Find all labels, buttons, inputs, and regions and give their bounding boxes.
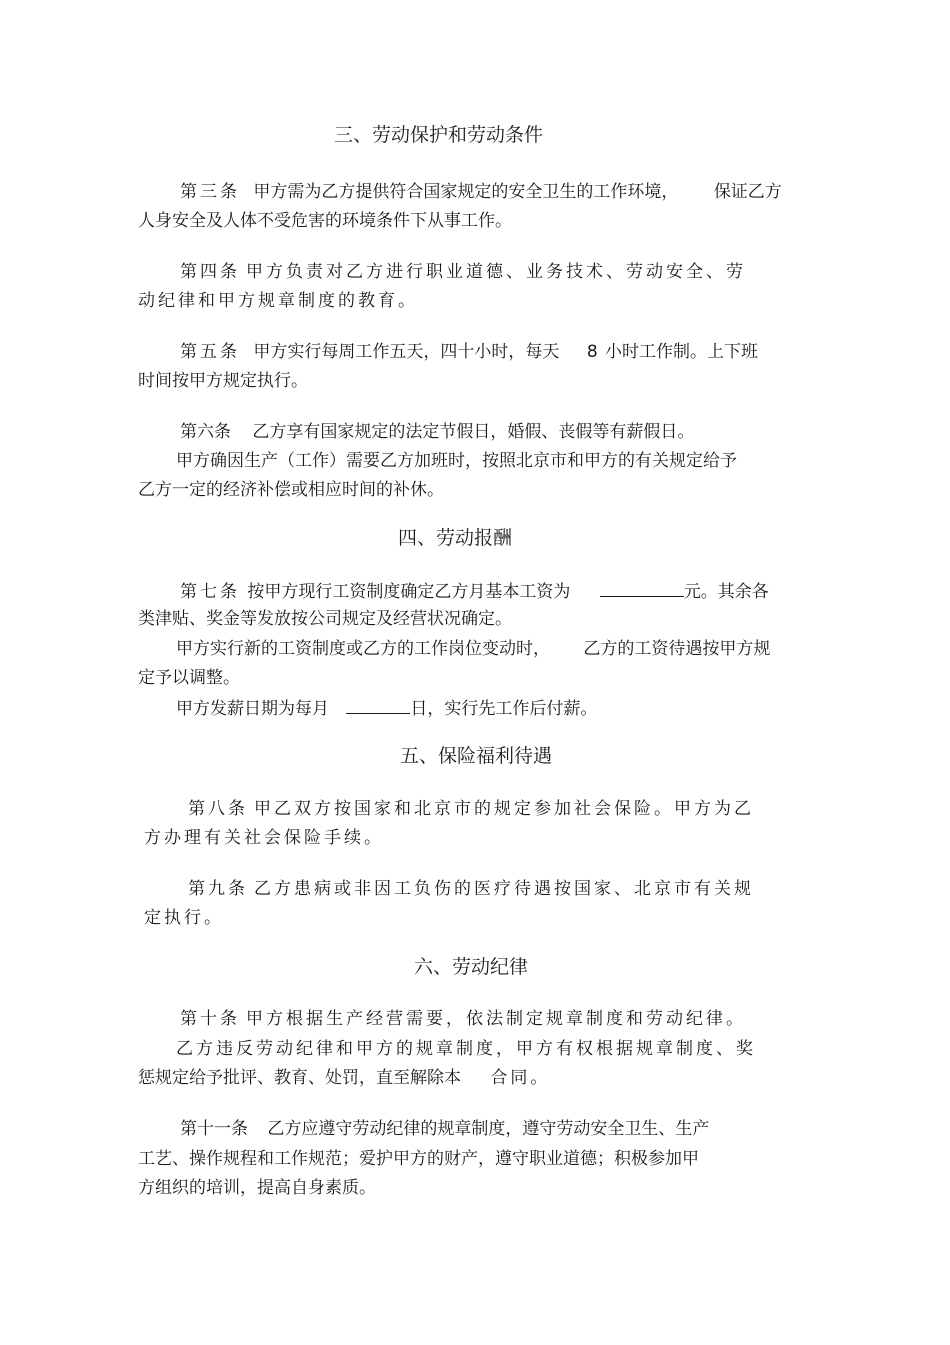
base-salary-blank[interactable] <box>600 579 684 597</box>
article-9-line-1: 第九条 乙方患病或非因工负伤的医疗待遇按国家、北京市有关规 <box>188 879 754 899</box>
article-6-line-1: 第六条 乙方享有国家规定的法定节假日，婚假、丧假等有薪假日。 <box>180 422 695 442</box>
article-7-line-1: 第七条 按甲方现行工资制度确定乙方月基本工资为 元。其余各 <box>180 579 769 603</box>
article-8-line-2: 方办理有关社会保险手续。 <box>144 828 384 848</box>
article-11-line-3: 方组织的培训，提高自身素质。 <box>138 1178 376 1198</box>
article-10-para-2-line-2: 惩规定给予批评、教育、处罚，直至解除本 合同。 <box>138 1068 551 1088</box>
article-4-line-2: 动纪律和甲方规章制度的教育。 <box>138 291 418 311</box>
article-8-line-1: 第八条 甲乙双方按国家和北京市的规定参加社会保险。甲方为乙 <box>188 799 754 819</box>
article-10-para-2-line-1: 乙方违反劳动纪律和甲方的规章制度，甲方有权根据规章制度、奖 <box>176 1039 756 1059</box>
section-heading-4: 四、劳动报酬 <box>398 527 513 549</box>
article-5-line-1: 第五条 甲方实行每周工作五天，四十小时，每天 8 小时工作制。上下班 <box>180 342 759 362</box>
article-6-para-2-line-2: 乙方一定的经济补偿或相应时间的补休。 <box>138 480 444 500</box>
article-11-line-1: 第十一条 乙方应遵守劳动纪律的规章制度，遵守劳动安全卫生、生产 <box>180 1119 710 1139</box>
article-3-line-1: 第三条 甲方需为乙方提供符合国家规定的安全卫生的工作环境， 保证乙方 <box>180 182 782 202</box>
article-11-line-2: 工艺、操作规程和工作规范；爱护甲方的财产，遵守职业道德；积极参加甲 <box>138 1149 699 1169</box>
section-heading-3: 三、劳动保护和劳动条件 <box>334 124 544 146</box>
article-6-para-2-line-1: 甲方确因生产（工作）需要乙方加班时，按照北京市和甲方的有关规定给予 <box>176 451 737 471</box>
article-7-para-2-line-1: 甲方实行新的工资制度或乙方的工作岗位变动时， 乙方的工资待遇按甲方规 <box>176 639 771 659</box>
article-7-para-3: 甲方发薪日期为每月 日，实行先工作后付薪。 <box>176 696 597 720</box>
article-4-line-1: 第四条 甲方负责对乙方进行职业道德、业务技术、劳动安全、劳 <box>180 262 746 282</box>
article-10-line-1: 第十条 甲方根据生产经营需要，依法制定规章制度和劳动纪律。 <box>180 1009 746 1029</box>
article-7-para-2-line-2: 定予以调整。 <box>138 668 240 688</box>
article-7-line-2: 类津贴、奖金等发放按公司规定及经营状况确定。 <box>138 609 512 629</box>
article-9-line-2: 定执行。 <box>144 908 224 928</box>
article-5-line-2: 时间按甲方规定执行。 <box>138 371 308 391</box>
section-heading-6: 六、劳动纪律 <box>414 956 529 978</box>
payday-blank[interactable] <box>346 696 410 714</box>
section-heading-5: 五、保险福利待遇 <box>400 745 553 767</box>
article-3-line-2: 人身安全及人体不受危害的环境条件下从事工作。 <box>138 211 512 231</box>
